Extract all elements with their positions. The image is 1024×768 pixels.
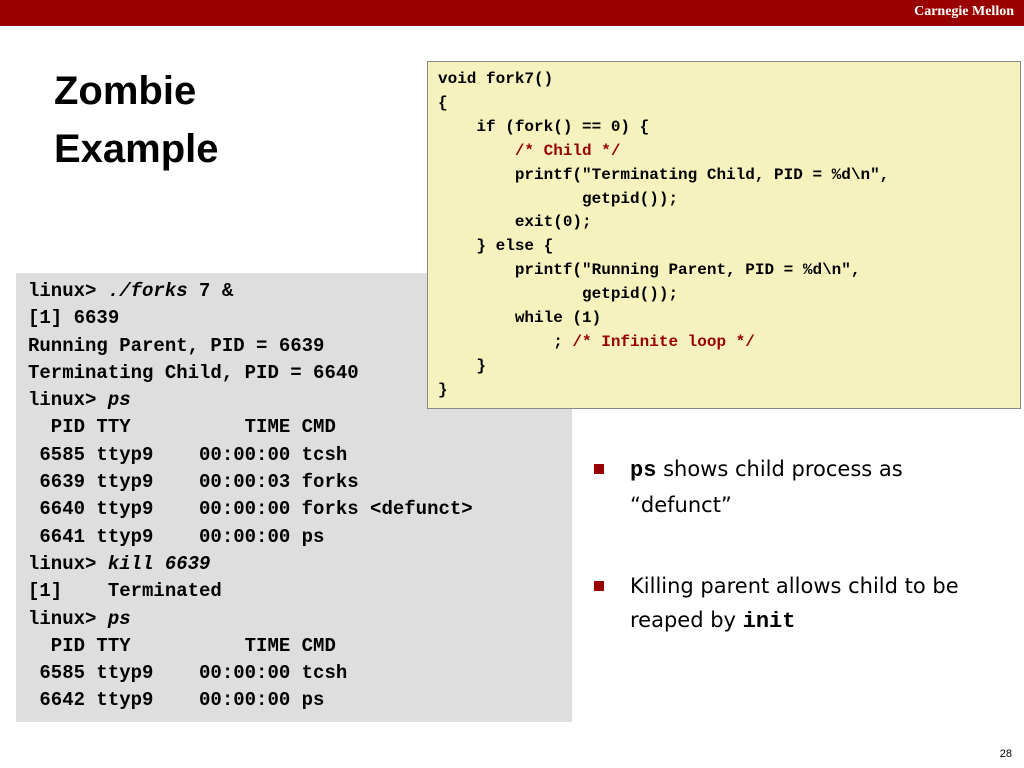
code-line: [438, 188, 1020, 212]
text-segment: 6641 ttyp9 00:00:00 ps: [28, 525, 325, 548]
text-segment: PID TTY TIME CMD: [28, 634, 336, 657]
text-segment: 6642 ttyp9 00:00:00 ps: [28, 689, 325, 712]
text-segment: exit(0);: [438, 213, 592, 232]
text-segment: [1] 6639: [28, 307, 120, 330]
terminal-line: [28, 660, 572, 687]
terminal-line: [28, 633, 572, 660]
text-segment: ;: [438, 332, 573, 351]
code-line: [438, 116, 1020, 140]
code-line: [438, 259, 1020, 283]
terminal-line: [28, 606, 572, 633]
text-segment: printf("Terminating Child, PID = %d\n",: [438, 165, 890, 184]
text-segment: 6640 ttyp9 00:00:00 forks <defunct>: [28, 498, 473, 521]
text-segment: while (1): [438, 309, 602, 328]
bullet-list: [590, 452, 1010, 639]
text-segment: 6639 ttyp9 00:00:03 forks: [28, 471, 359, 494]
text-segment: getpid());: [438, 189, 679, 208]
code-term: ps: [630, 458, 657, 483]
text-segment: }: [438, 356, 487, 375]
code-line: [438, 379, 1020, 403]
cmd-text: kill 6639: [107, 552, 211, 575]
cmd-text: ps: [107, 389, 131, 412]
comment-text: /* Infinite loop */: [572, 332, 755, 351]
code-line: [438, 355, 1020, 379]
text-segment: linux>: [28, 552, 108, 575]
header-bar: [0, 0, 1024, 26]
square-bullet-icon: [594, 464, 604, 474]
text-segment: linux>: [28, 607, 108, 630]
code-term: init: [742, 609, 796, 634]
square-bullet-icon: [594, 581, 604, 591]
slide-title-line-2: Example: [54, 127, 219, 171]
text-segment: void fork7(): [438, 70, 554, 88]
code-line: [438, 164, 1020, 188]
code-line: [438, 68, 1020, 92]
text-segment: PID TTY TIME CMD: [28, 416, 336, 439]
cmd-text: ./forks: [107, 280, 188, 302]
terminal-line: [28, 578, 572, 605]
brand-label: Carnegie Mellon: [914, 4, 1014, 19]
text-segment: 6585 ttyp9 00:00:00 tcsh: [28, 443, 348, 466]
text-segment: linux>: [28, 389, 108, 412]
bullet-item: [590, 569, 1010, 639]
code-line: [438, 235, 1020, 259]
code-line: [438, 140, 1020, 164]
slide-title: [54, 62, 219, 178]
terminal-line: [28, 551, 572, 578]
code-line: [438, 283, 1020, 307]
terminal-line: [28, 469, 572, 496]
text-segment: [1] Terminated: [28, 580, 222, 603]
text-segment: Terminating Child, PID = 6640: [28, 361, 359, 384]
text-segment: [438, 142, 515, 160]
bullet-text: shows child process as “defunct”: [630, 457, 903, 517]
terminal-line: [28, 687, 572, 714]
terminal-line: [28, 442, 572, 469]
text-segment: 7 &: [187, 280, 234, 302]
text-segment: linux>: [28, 280, 108, 302]
text-segment: getpid());: [438, 285, 679, 304]
code-listing-panel: [427, 61, 1021, 409]
text-segment: {: [438, 93, 448, 112]
text-segment: 6585 ttyp9 00:00:00 tcsh: [28, 662, 348, 685]
bullet-item: [590, 452, 1010, 522]
terminal-line: [28, 414, 572, 441]
code-line: [438, 92, 1020, 116]
text-segment: printf("Running Parent, PID = %d\n",: [438, 261, 861, 280]
cmd-text: ps: [107, 607, 131, 630]
comment-text: /* Child */: [514, 141, 621, 160]
terminal-line: [28, 524, 572, 551]
code-line: [438, 331, 1020, 355]
terminal-line: [28, 496, 572, 523]
code-line: [438, 307, 1020, 331]
slide-title-line-1: Zombie: [54, 69, 197, 113]
text-segment: Running Parent, PID = 6639: [28, 334, 325, 357]
page-number: 28: [999, 748, 1012, 760]
code-line: [438, 211, 1020, 235]
text-segment: }: [438, 380, 448, 399]
text-segment: if (fork() == 0) {: [438, 117, 650, 136]
text-segment: } else {: [438, 237, 554, 256]
bullet-text: Killing parent allows child to be reaped by: [630, 574, 959, 632]
